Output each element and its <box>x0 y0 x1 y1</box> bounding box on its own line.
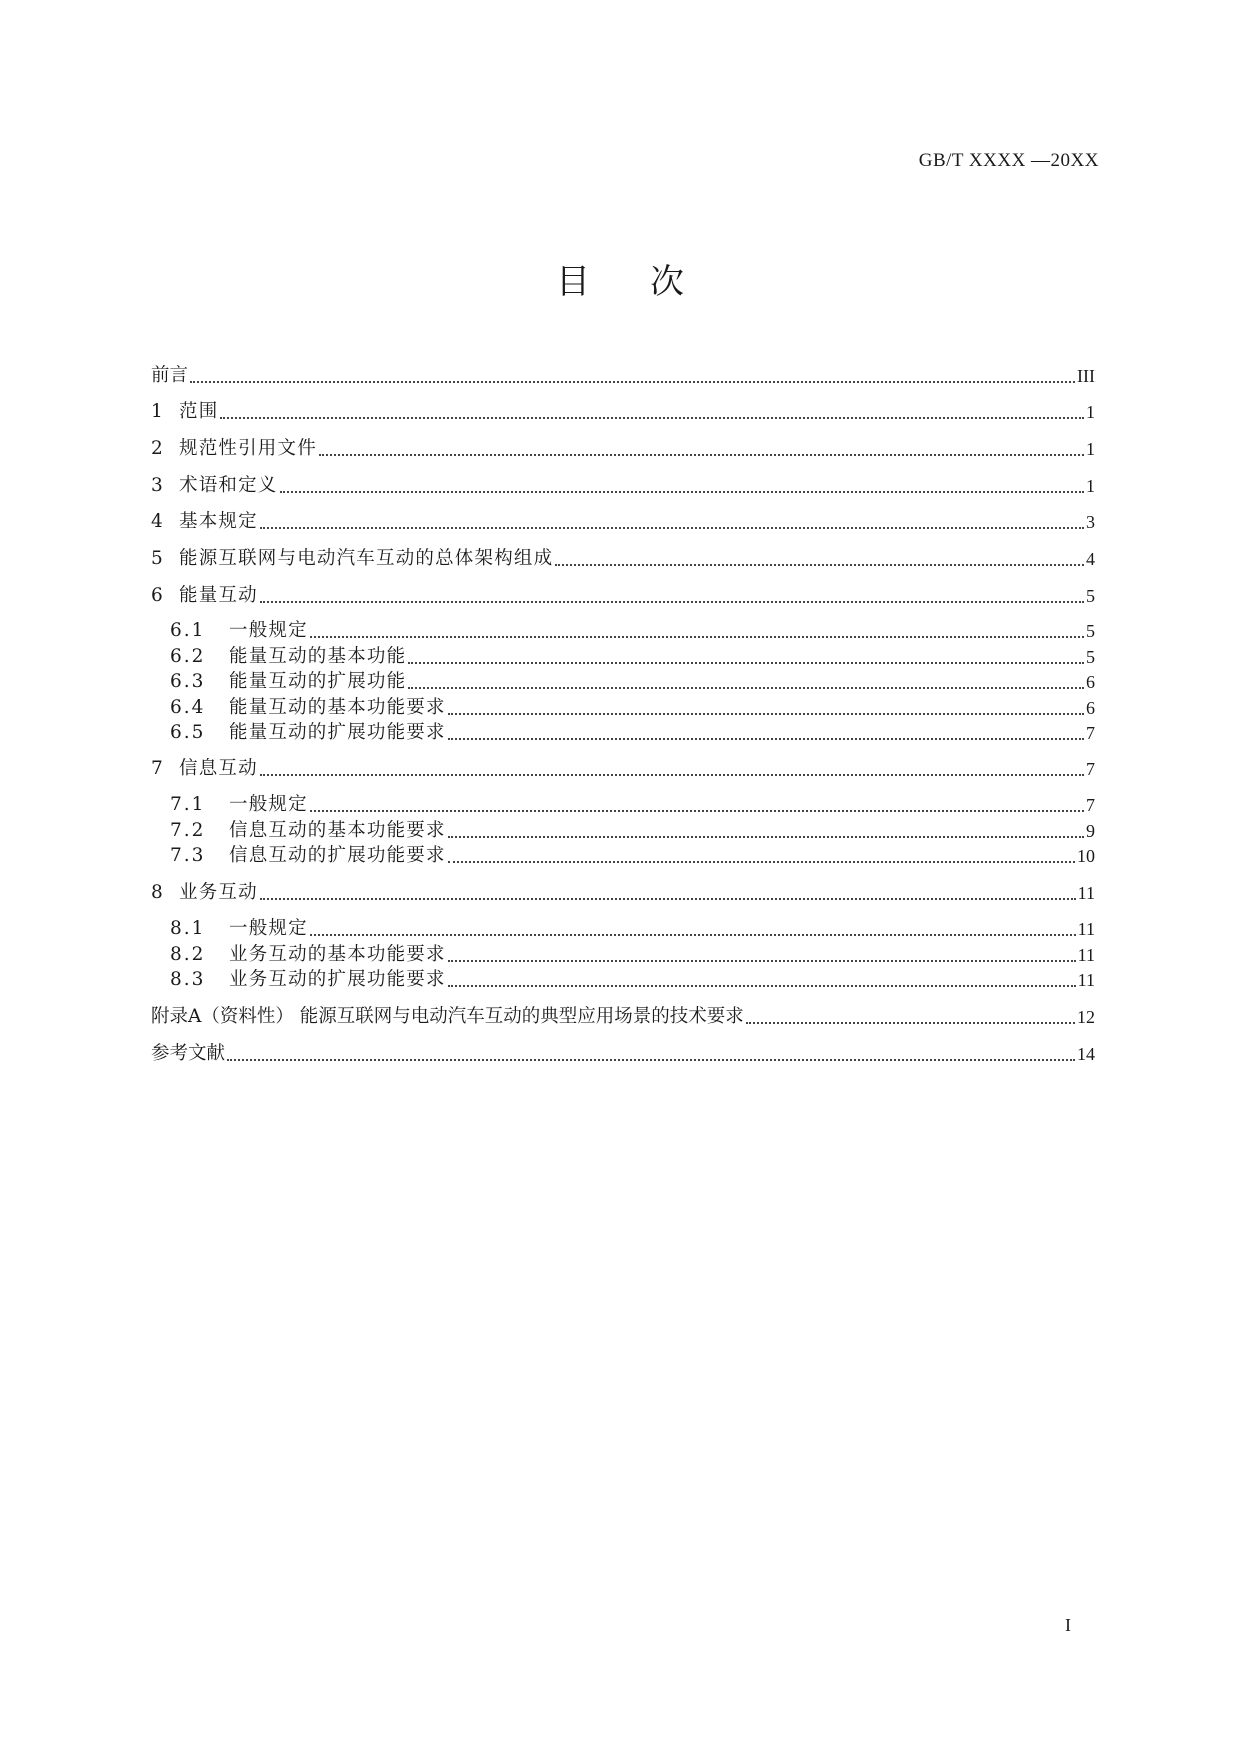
toc-entry-page: III <box>1077 366 1095 386</box>
toc-entry[interactable] <box>170 694 1095 720</box>
toc-entry-page: 1 <box>1086 439 1095 459</box>
toc-entry-number: 3 <box>151 475 163 496</box>
page-title: 目次 <box>556 262 744 302</box>
toc-entry-page: 11 <box>1077 883 1095 903</box>
toc-entry-page: 11 <box>1077 970 1095 990</box>
toc-entry-page: 11 <box>1077 919 1095 939</box>
toc-entry-title: 术语和定义 <box>179 475 278 496</box>
toc-dot-leader <box>280 490 1084 493</box>
toc-dot-leader <box>310 933 1076 936</box>
toc-entry-title: 范围 <box>179 401 219 422</box>
toc-entry-page: 1 <box>1086 402 1095 422</box>
toc-dot-leader <box>448 712 1084 715</box>
toc-entry-title: 业务互动的扩展功能要求 <box>229 969 446 990</box>
toc-entry[interactable] <box>170 817 1095 843</box>
toc-entry[interactable] <box>151 362 1095 388</box>
toc-entry-page: 11 <box>1077 945 1095 965</box>
toc-entry[interactable] <box>170 791 1095 817</box>
toc-dot-leader <box>310 809 1084 812</box>
toc-dot-leader <box>260 897 1076 900</box>
toc-entry[interactable] <box>151 1040 1095 1066</box>
toc-entry-title: 能量互动的扩展功能 <box>229 671 407 692</box>
toc-entry-number: 6.5 <box>170 722 206 743</box>
toc-entry-title: 能源互联网与电动汽车互动的总体架构组成 <box>179 548 554 569</box>
toc-entry-number: 8.3 <box>170 969 206 990</box>
toc-entry-title: 一般规定 <box>229 620 308 641</box>
toc-entry-page: 7 <box>1086 759 1095 779</box>
toc-entry[interactable] <box>151 1003 1095 1029</box>
toc-entry-page: 7 <box>1086 795 1095 815</box>
toc-entry-title: 规范性引用文件 <box>179 438 317 459</box>
toc-entry-title: 一般规定 <box>229 794 308 815</box>
toc-entry[interactable] <box>151 508 1095 534</box>
toc-entry-number: 7.1 <box>170 794 206 815</box>
toc-entry[interactable] <box>151 435 1095 461</box>
toc-entry[interactable] <box>170 643 1095 669</box>
toc-dot-leader <box>260 526 1084 529</box>
toc-entry[interactable] <box>170 719 1095 745</box>
toc-dot-leader <box>555 563 1084 566</box>
toc-dot-leader <box>310 635 1084 638</box>
toc-entry-title: 业务互动 <box>179 882 258 903</box>
toc-entry[interactable] <box>170 941 1095 967</box>
toc-entry-number: 8.1 <box>170 918 206 939</box>
toc-entry-number: 6.4 <box>170 697 206 718</box>
toc-entry-page: 5 <box>1086 586 1095 606</box>
toc-entry-title: 基本规定 <box>179 511 258 532</box>
toc-entry-number: 1 <box>151 401 163 422</box>
toc-entry[interactable] <box>151 879 1095 905</box>
toc-entry-title: 能量互动的扩展功能要求 <box>229 722 446 743</box>
toc-entry-page: 10 <box>1077 846 1095 866</box>
toc-entry-number: 7.3 <box>170 845 206 866</box>
toc-entry[interactable] <box>170 966 1095 992</box>
toc-dot-leader <box>260 773 1084 776</box>
toc-entry-title: 能量互动的基本功能 <box>229 646 407 667</box>
toc-dot-leader <box>448 984 1076 987</box>
toc-entry-number: 8.2 <box>170 944 206 965</box>
toc-entry-page: 1 <box>1086 476 1095 496</box>
toc-entry[interactable] <box>170 842 1095 868</box>
toc-entry-number: 4 <box>151 511 163 532</box>
toc-entry-title: 能量互动 <box>179 585 258 606</box>
toc-entry-number: 6.2 <box>170 646 206 667</box>
toc-entry-page: 7 <box>1086 723 1095 743</box>
toc-entry-title: 信息互动的基本功能要求 <box>229 820 446 841</box>
toc-entry[interactable] <box>151 472 1095 498</box>
toc-entry-page: 5 <box>1086 621 1095 641</box>
toc-entry[interactable] <box>151 398 1095 424</box>
toc-dot-leader <box>448 860 1075 863</box>
toc-entry[interactable] <box>170 668 1095 694</box>
toc-entry-number: 2 <box>151 438 163 459</box>
toc-entry-number: 6.3 <box>170 671 206 692</box>
toc-entry-page: 4 <box>1086 549 1095 569</box>
toc-entry-number: 7 <box>151 758 163 779</box>
toc-entry-number: 6.1 <box>170 620 206 641</box>
toc-entry[interactable] <box>151 582 1095 608</box>
toc-entry-title: 一般规定 <box>229 918 308 939</box>
toc-entry[interactable] <box>151 545 1095 571</box>
toc-entry[interactable] <box>151 755 1095 781</box>
toc-entry-page: 5 <box>1086 647 1095 667</box>
toc-entry-title: 能量互动的基本功能要求 <box>229 697 446 718</box>
toc-entry-title: 信息互动的扩展功能要求 <box>229 845 446 866</box>
toc-dot-leader <box>260 600 1084 603</box>
page-number: I <box>1065 1615 1071 1635</box>
toc-dot-leader <box>190 380 1075 383</box>
toc-entry-number: 8 <box>151 882 163 903</box>
toc-dot-leader <box>408 661 1084 664</box>
toc-dot-leader <box>448 835 1084 838</box>
toc-dot-leader <box>319 453 1084 456</box>
toc-entry-title: 前言 <box>151 365 189 386</box>
toc-dot-leader <box>448 737 1084 740</box>
toc-entry-page: 6 <box>1086 672 1095 692</box>
toc-dot-leader <box>220 416 1084 419</box>
standard-code: GB/T XXXX —20XX <box>918 150 1099 171</box>
toc-entry-page: 9 <box>1086 821 1095 841</box>
toc-dot-leader <box>408 686 1084 689</box>
toc-entry[interactable] <box>170 617 1095 643</box>
toc-entry-page: 6 <box>1086 698 1095 718</box>
toc-entry-page: 3 <box>1086 512 1095 532</box>
toc-entry-number: 7.2 <box>170 820 206 841</box>
toc-entry-title: 参考文献 <box>151 1043 226 1064</box>
toc-entry-number: 5 <box>151 548 163 569</box>
toc-dot-leader <box>448 959 1076 962</box>
toc-entry-title: 附录A（资料性） 能源互联网与电动汽车互动的典型应用场景的技术要求 <box>151 1006 744 1027</box>
toc-dot-leader <box>227 1058 1075 1061</box>
toc-entry-title: 信息互动 <box>179 758 258 779</box>
toc-entry[interactable] <box>170 915 1095 941</box>
toc-entry-number: 6 <box>151 585 163 606</box>
toc-entry-page: 12 <box>1077 1007 1095 1027</box>
toc-entry-title: 业务互动的基本功能要求 <box>229 944 446 965</box>
toc-dot-leader <box>746 1021 1075 1024</box>
toc-entry-page: 14 <box>1077 1044 1095 1064</box>
